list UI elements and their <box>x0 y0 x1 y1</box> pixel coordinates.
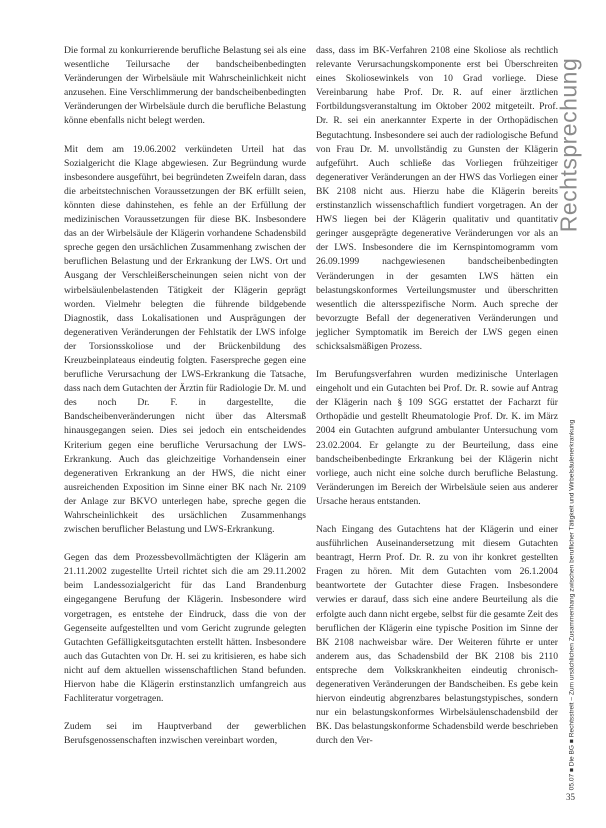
paragraph: Nach Eingang des Gutachtens hat der Klägerin und einer ausführlichen Auseinandersetzung mit diesem Gutachten beantragt, Herrn Prof. Dr. R. zu von ihr konkret gestellten Fragen zu hören. Mit dem Gutachten vom 26.1.2004 beantwortete der Gutachter diese Fragen. Insbesondere verwies er darauf, dass sich eine andere Beurteilung als die erfolgte auch dann nicht ergebe, selbst für die gesamte Zeit des beruflichen der Klägerin eine typische Position im Sinne der BK 2108 nachweisbar wäre. Der Weiteren führte er unter anderem aus, das Schadensbild der BK 2108 bis 2110 entspreche dem Volkskrankheiten eindeutig chronisch-degenerativen Veränderungen der Bandscheiben. Es gebe kein hiervon eindeutig abgrenzbares belastungstypisches, sondern nur ein belastungskonformes Wirbelsäulenschadensbild der BK. Das belastungskonforme Schadensbild werde beschrieben durch den Ver- <box>316 524 558 747</box>
journal-footer-text: 05.07 ■ Die BG ■ Rechtsstreit – Zum ursächlichen Zusammenhang zwischen beruflicher Tätigkeit und Wirbelsäulenerkrankung <box>568 419 576 791</box>
paragraph: Im Berufungsverfahren wurden medizinische Unterlagen eingeholt und ein Gutachten bei Prof. Dr. R. sowie auf Antrag der Klägerin nach § 109 SGG erstattet der Facharzt für Orthopädie und gestellt Rheumatologie Prof. Dr. K. im März 2004 ein Gutachten aufgrund ambulanter Untersuchung vom 23.02.2004. Er gelangte zu der Beurteilung, dass eine bandscheibenbedingte Erkrankung bei der Klägerin nicht vorliege, auch nicht eine solche durch berufliche Belastung. Veränderungen im Bereich der Wirbelsäule seien aus anderer Ursache heraus entstanden. <box>316 369 558 507</box>
page-number: 35 <box>566 792 575 802</box>
section-header-text: Rechtsprechung <box>555 57 582 233</box>
paragraph: Zudem sei im Hauptverband der gewerblichen Berufsgenossenschaften inzwischen vereinbart worden, <box>64 721 306 747</box>
paragraph: Mit dem am 19.06.2002 verkündeten Urteil hat das Sozialgericht die Klage abgewiesen. Zur Begründung wurde insbesondere ausgeführt, bei begründeten Zweifeln daran, dass die arbeitstechnischen Voraussetzungen der BK erfüllt seien, könnten diese dahinstehen, es fehle an der Erfüllung der medizinischen Voraussetzungen für diese BK. Insbesondere das an der Wirbelsäule der Klägerin vorhandene Schadensbild spreche gegen den ursächlichen Zusammenhang zwischen der beruflichen Belastung und der Erkrankung der LWS. Ort und Ausgang der Verschleißerscheinungen seien nicht von der wirbelsäulenbelastenden Tätigkeit der Klägerin geprägt worden. Vielmehr belegten die führende bildgebende Diagnostik, dass Lokalisationen und Ausprägungen der degenerativen Veränderungen der Fehlstatik der LWS infolge der Torsionsskoliose und der Brückenbildung des Kreuzbeinplateaus eindeutig folgten. Faserspreche gegen eine berufliche Verursachung der LWS-Erkrankung die Tatsache, dass nach dem Gutachten der Ärztin für Radiologie Dr. M. und des noch Dr. F. in dargestellte, die Bandscheibenveränderungen nicht über das Altersmaß hinausgegangen seien. Dies sei jedoch ein entscheidendes Kriterium gegen eine berufliche Verursachung der LWS-Erkrankung. Auch das gleichzeitige Vorhandensein einer degenerativen Erkrankung an der HWS, die nicht einer ausreichenden Exposition im Sinne einer BK nach Nr. 2109 der Anlage zur BKVO unterlegen habe, spreche gegen die Wahrscheinlichkeit des ursächlichen Zusammenhangs zwischen beruflicher Belastung und LWS-Erkrankung. <box>64 143 306 536</box>
left-text-column <box>64 44 306 762</box>
paragraph: Gegen das dem Prozessbevollmächtigten der Klägerin am 21.11.2002 zugestellte Urteil richtet sich die am 29.11.2002 beim Landessozialgericht für das Land Brandenburg eingegangene Berufung der Klägerin. Insbesondere wird vorgetragen, es entstehe der Eindruck, dass die von der Gegenseite aufgestellten und vom Gericht zugrunde gelegten Gutachten Gefälligkeitsgutachten erstellt hätten. Insbesondere auch das Gutachten von Dr. H. sei zu kritisieren, es habe sich nicht auf dem aktuellen wissenschaftlichen Stand befunden. Hiervon habe die Klägerin erstinstanzlich umfangreich aus Fachliteratur vorgetragen. <box>64 552 306 705</box>
paragraph: Die formal zu konkurrierende berufliche Belastung sei als eine wesentliche Teilursache der bandscheibenbedingten Veränderungen der Wirbelsäule mit Wahrscheinlichkeit nicht anzusehen. Eine Verschlimmerung der bandscheibenbedingten Veränderungen der Wirbelsäule durch die berufliche Belastung könne ebenfalls nicht belegt werden. <box>64 45 306 127</box>
paragraph: dass, dass im BK-Verfahren 2108 eine Skoliose als rechtlich relevante Verursachungskomponente erst bei Überschreiten eines Skoliosewinkels von 10 Grad vorliege. Diese Vereinbarung habe Prof. Dr. R. auf einer ärztlichen Fortbildungsveranstaltung im Oktober 2002 mitgeteilt. Prof. Dr. R. sei ein anerkannter Experte in der Orthopädischen Begutachtung. Insbesondere sei auch der radiologische Befund von Frau Dr. M. unvollständig zu Gunsten der Klägerin aufgeführt. Auch schließe das Vorliegen frühzeitiger degenerativer Veränderungen an der HWS das Vorliegen einer BK 2108 nicht aus. Hierzu habe die Klägerin bereits erstinstanzlich wissenschaftlich fundiert vorgetragen. An der HWS liegen bei der Klägerin qualitativ und quantitativ geringer ausgeprägte degenerative Veränderungen vor als an der LWS. Insbesondere die im Kernspintomogramm vom 26.09.1999 nachgewiesenen bandscheibenbedingten Veränderungen in der gesamten LWS hätten ein belastungskonformes Verteilungsmuster und überschritten wesentlich die altersspezifische Norm. Auch spreche der bevorzugte Befall der degenerativen Veränderungen und jeglicher Symptomatik im Bereich der LWS gegen einen schicksalsmäßigen Prozess. <box>316 45 558 352</box>
right-text-column <box>316 44 558 763</box>
journal-footer-vertical <box>564 395 580 815</box>
section-header-vertical <box>554 40 584 250</box>
